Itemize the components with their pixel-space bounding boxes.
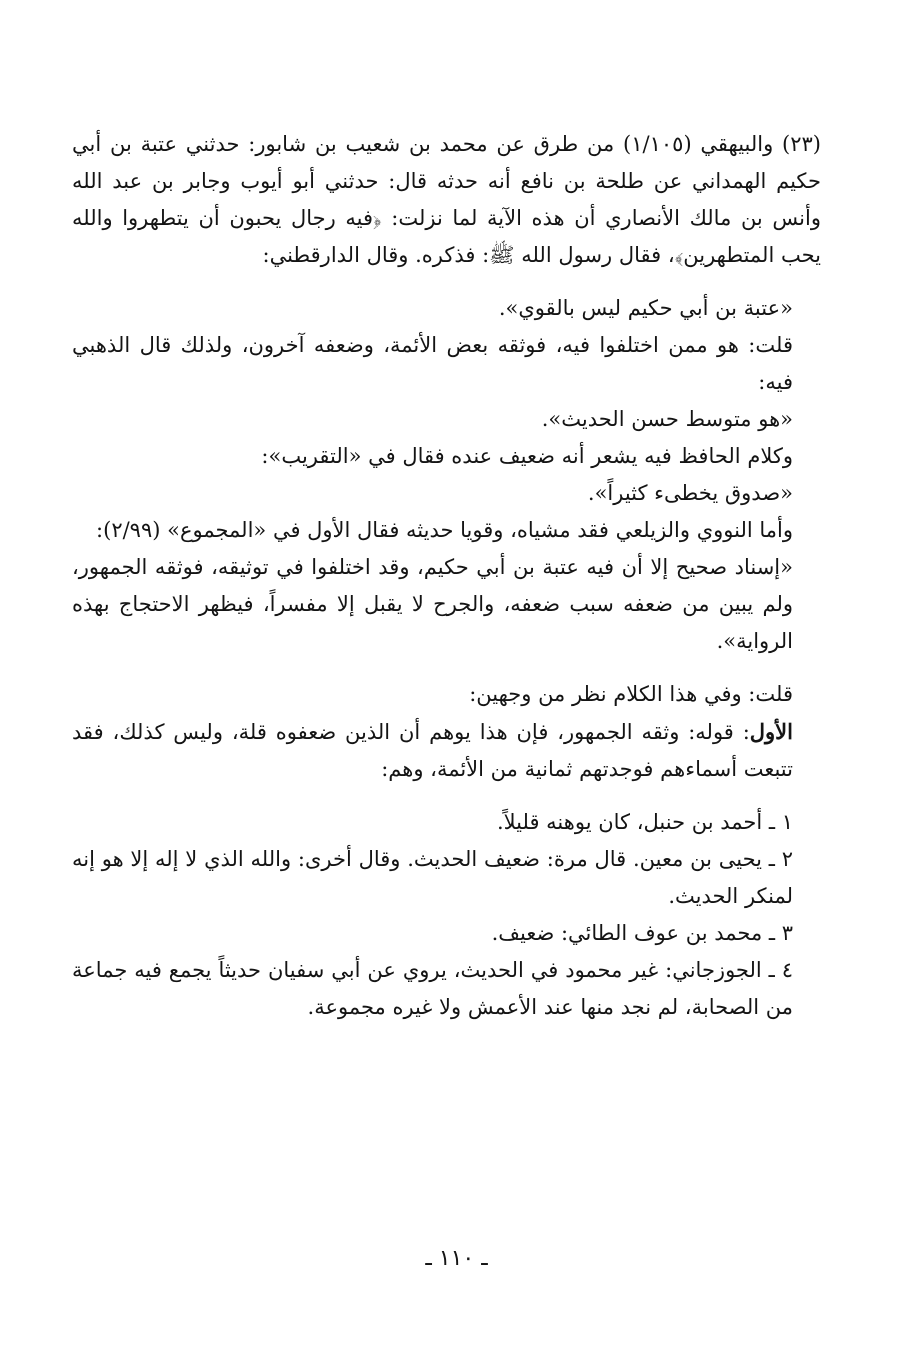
quote-taqrib: «صدوق يخطىء كثيراً». [587, 481, 793, 505]
paragraph-hafiz: وكلام الحافظ فيه يشعر أنه ضعيف عنده فقال في «التقريب»: [261, 444, 793, 468]
page-number: ـ ١١٠ ـ [425, 1246, 488, 1271]
quote-daraqutni: «عتبة بن أبي حكيم ليس بالقوي». [498, 296, 793, 320]
quote-dhahabi: «هو متوسط حسن الحديث». [541, 407, 793, 431]
quote-majmu: «إسناد صحيح إلا أن فيه عتبة بن أبي حكيم، وقد اختلفوا في توثيقه، فوثقه الجمهور، ولم يبين من ضعفه سبب ضعفه، والجرح لا يقبل إلا مفسراً، فيظهر الاحتجاج بهذه الرواية». [72, 555, 793, 653]
first-aspect-heading: الأول [749, 719, 793, 744]
paragraph-opinion: قلت: هو ممن اختلفوا فيه، فوثقه بعض الأئمة، وضعفه آخرون، ولذلك قال الذهبي فيه: [72, 333, 793, 394]
list-item-ahmad: ١ ـ أحمد بن حنبل، كان يوهنه قليلاً. [496, 810, 793, 834]
main-text [72, 126, 821, 1026]
first-aspect-text: : قوله: وثقه الجمهور، فإن هذا يوهم أن الذين ضعفوه قلة، وليس كذلك، فقد تتبعت أسماءهم فوجدتهم ثمانية من الأئمة، وهم: [72, 720, 793, 781]
list-item-yahya: ٢ ـ يحيى بن معين. قال مرة: ضعيف الحديث. وقال أخرى: والله الذي لا إله إلا هو إنه لمنكر الحديث. [72, 847, 793, 908]
paragraph-hadith-source: (٢٣) والبيهقي (١/١٠٥) من طرق عن محمد بن شعيب بن شابور: حدثني عتبة بن أبي حكيم الهمداني عن طلحة بن نافع أنه حدثه قال: حدثني أبو أيوب وجابر بن عبد الله وأنس بن مالك الأنصاري أن هذه الآية لما نزلت: ﴿فيه رجال يحبون أن يتطهروا والله يحب المتطهرين﴾، فقال رسول الله ﷺ: فذكره. وقال الدارقطني: [72, 132, 821, 267]
paragraph-two-aspects: قلت: وفي هذا الكلام نظر من وجهين: [469, 682, 793, 706]
list-item-jawzajani: ٤ ـ الجوزجاني: غير محمود في الحديث، يروي عن أبي سفيان حديثاً يجمع فيه جماعة من الصحابة، لم نجد منها عند الأعمش ولا غيره مجموعة. [72, 958, 793, 1019]
list-item-muhammad-awf: ٣ ـ محمد بن عوف الطائي: ضعيف. [491, 921, 793, 945]
paragraph-first-aspect [72, 713, 821, 788]
paragraph-nawawi: وأما النووي والزيلعي فقد مشياه، وقويا حديثه فقال الأول في «المجموع» (٢/٩٩): [96, 518, 793, 542]
